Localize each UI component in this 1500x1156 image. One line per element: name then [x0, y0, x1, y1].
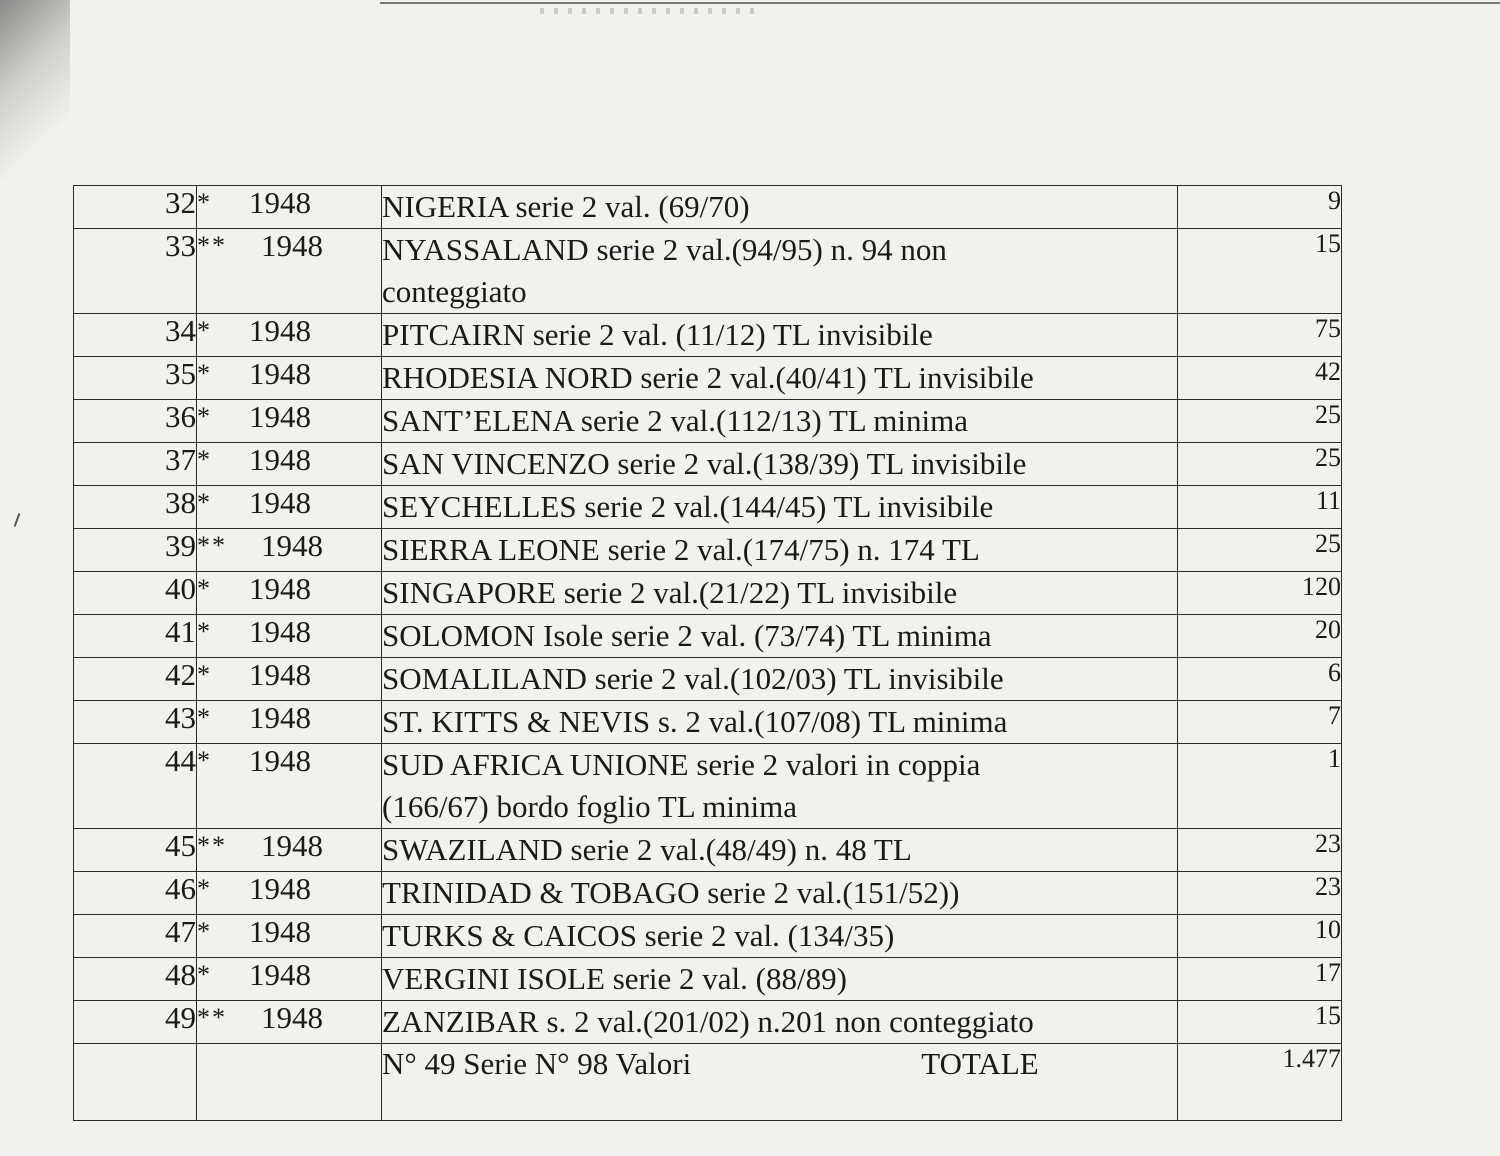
description-cell [382, 357, 1178, 400]
table-row [74, 658, 1342, 701]
description-cell [382, 744, 1178, 829]
condition-year-cell [197, 658, 382, 701]
description-cell [382, 529, 1178, 572]
condition-year-cell [197, 314, 382, 357]
total-label: N° 49 Serie N° 98 Valori [382, 1046, 692, 1081]
lot-number: 36 [74, 400, 197, 443]
table-row [74, 744, 1342, 829]
lot-value: 25 [1178, 529, 1342, 572]
total-word: TOTALE [921, 1046, 1039, 1081]
description: TRINIDAD & TOBAGO serie 2 val.(151/52)) [382, 875, 960, 910]
table-row [74, 615, 1342, 658]
description: TURKS & CAICOS serie 2 val. (134/35) [382, 918, 895, 953]
total-row [74, 1044, 1342, 1121]
condition-stars: * [197, 917, 212, 946]
lot-number: 35 [74, 357, 197, 400]
condition-stars: * [197, 574, 212, 603]
description-cell [382, 1001, 1178, 1044]
condition-stars: ** [197, 831, 227, 860]
stamp-lot-table [73, 185, 1342, 1121]
lot-value: 1 [1178, 744, 1342, 829]
description-continued: (166/67) bordo foglio TL minima [382, 789, 798, 824]
description: SAN VINCENZO serie 2 val.(138/39) TL invisibile [382, 446, 1027, 481]
total-empty-year [197, 1044, 382, 1121]
description-cell [382, 314, 1178, 357]
lot-number: 48 [74, 958, 197, 1001]
condition-year-cell [197, 572, 382, 615]
total-label-cell [382, 1044, 1178, 1121]
lot-value: 75 [1178, 314, 1342, 357]
condition-year-cell [197, 357, 382, 400]
description-cell [382, 658, 1178, 701]
lot-value: 23 [1178, 872, 1342, 915]
lot-number: 34 [74, 314, 197, 357]
year: 1948 [261, 528, 323, 563]
condition-stars: * [197, 188, 212, 217]
description-cell [382, 186, 1178, 229]
description-cell [382, 958, 1178, 1001]
description-cell [382, 701, 1178, 744]
year: 1948 [249, 914, 311, 949]
description: SOLOMON Isole serie 2 val. (73/74) TL minima [382, 618, 992, 653]
table-row [74, 400, 1342, 443]
year: 1948 [249, 185, 311, 220]
lot-value: 25 [1178, 400, 1342, 443]
description: SANT’ELENA serie 2 val.(112/13) TL minima [382, 403, 969, 438]
lot-number: 47 [74, 915, 197, 958]
table-row [74, 915, 1342, 958]
year: 1948 [249, 700, 311, 735]
table-row [74, 486, 1342, 529]
description: SIERRA LEONE serie 2 val.(174/75) n. 174 TL [382, 532, 980, 567]
condition-stars: * [197, 874, 212, 903]
table-row [74, 958, 1342, 1001]
description: NYASSALAND serie 2 val.(94/95) n. 94 non [382, 232, 947, 267]
condition-stars: * [197, 316, 212, 345]
year: 1948 [261, 228, 323, 263]
total-empty-num [74, 1044, 197, 1121]
description: ST. KITTS & NEVIS s. 2 val.(107/08) TL minima [382, 704, 1008, 739]
description-cell [382, 829, 1178, 872]
description: NIGERIA serie 2 val. (69/70) [382, 189, 750, 224]
description: VERGINI ISOLE serie 2 val. (88/89) [382, 961, 847, 996]
table-row [74, 572, 1342, 615]
margin-mark [14, 513, 21, 527]
condition-year-cell [197, 829, 382, 872]
lot-value: 7 [1178, 701, 1342, 744]
condition-year-cell [197, 443, 382, 486]
year: 1948 [249, 743, 311, 778]
condition-stars: * [197, 488, 212, 517]
condition-year-cell [197, 1001, 382, 1044]
table-body [74, 186, 1342, 1044]
lot-number: 37 [74, 443, 197, 486]
description-cell [382, 615, 1178, 658]
year: 1948 [249, 399, 311, 434]
description: ZANZIBAR s. 2 val.(201/02) n.201 non conteggiato [382, 1004, 1034, 1039]
condition-stars: * [197, 703, 212, 732]
scan-specks [540, 8, 760, 14]
description: RHODESIA NORD serie 2 val.(40/41) TL invisibile [382, 360, 1034, 395]
condition-stars: * [197, 359, 212, 388]
condition-year-cell [197, 486, 382, 529]
description: SUD AFRICA UNIONE serie 2 valori in coppia [382, 747, 981, 782]
condition-year-cell [197, 872, 382, 915]
lot-value: 17 [1178, 958, 1342, 1001]
lot-number: 32 [74, 186, 197, 229]
year: 1948 [261, 828, 323, 863]
condition-stars: ** [197, 1003, 227, 1032]
lot-value: 23 [1178, 829, 1342, 872]
lot-value: 20 [1178, 615, 1342, 658]
lot-number: 39 [74, 529, 197, 572]
table-row [74, 357, 1342, 400]
table-row [74, 1001, 1342, 1044]
condition-year-cell [197, 744, 382, 829]
year: 1948 [249, 442, 311, 477]
condition-year-cell [197, 615, 382, 658]
table-row [74, 443, 1342, 486]
condition-stars: * [197, 960, 212, 989]
year: 1948 [249, 871, 311, 906]
description-cell [382, 872, 1178, 915]
condition-stars: * [197, 402, 212, 431]
table-row [74, 829, 1342, 872]
condition-year-cell [197, 229, 382, 314]
condition-year-cell [197, 400, 382, 443]
lot-number: 33 [74, 229, 197, 314]
condition-stars: * [197, 660, 212, 689]
lot-value: 25 [1178, 443, 1342, 486]
description-cell [382, 229, 1178, 314]
condition-year-cell [197, 915, 382, 958]
table-row [74, 701, 1342, 744]
top-rule [380, 2, 1500, 4]
lot-number: 40 [74, 572, 197, 615]
condition-stars: ** [197, 531, 227, 560]
table-row [74, 314, 1342, 357]
condition-stars: * [197, 746, 212, 775]
lot-value: 10 [1178, 915, 1342, 958]
lot-number: 45 [74, 829, 197, 872]
table-row [74, 872, 1342, 915]
table-row [74, 529, 1342, 572]
description-cell [382, 486, 1178, 529]
year: 1948 [249, 614, 311, 649]
condition-year-cell [197, 701, 382, 744]
lot-number: 44 [74, 744, 197, 829]
total-value: 1.477 [1178, 1044, 1342, 1121]
lot-number: 43 [74, 701, 197, 744]
lot-value: 6 [1178, 658, 1342, 701]
lot-value: 11 [1178, 486, 1342, 529]
description: SWAZILAND serie 2 val.(48/49) n. 48 TL [382, 832, 912, 867]
year: 1948 [249, 485, 311, 520]
year: 1948 [261, 1000, 323, 1035]
year: 1948 [249, 957, 311, 992]
lot-number: 41 [74, 615, 197, 658]
condition-year-cell [197, 186, 382, 229]
year: 1948 [249, 356, 311, 391]
description: SINGAPORE serie 2 val.(21/22) TL invisibile [382, 575, 958, 610]
lot-value: 120 [1178, 572, 1342, 615]
table-row [74, 229, 1342, 314]
description-cell [382, 572, 1178, 615]
year: 1948 [249, 313, 311, 348]
description-cell [382, 443, 1178, 486]
lot-value: 15 [1178, 1001, 1342, 1044]
lot-number: 49 [74, 1001, 197, 1044]
description: SEYCHELLES serie 2 val.(144/45) TL invisibile [382, 489, 994, 524]
lot-number: 38 [74, 486, 197, 529]
condition-stars: * [197, 617, 212, 646]
description-cell [382, 915, 1178, 958]
lot-value: 42 [1178, 357, 1342, 400]
lot-value: 9 [1178, 186, 1342, 229]
condition-year-cell [197, 529, 382, 572]
condition-stars: * [197, 445, 212, 474]
description: PITCAIRN serie 2 val. (11/12) TL invisibile [382, 317, 933, 352]
table-row [74, 186, 1342, 229]
lot-number: 42 [74, 658, 197, 701]
year: 1948 [249, 657, 311, 692]
year: 1948 [249, 571, 311, 606]
lot-number: 46 [74, 872, 197, 915]
description: SOMALILAND serie 2 val.(102/03) TL invisibile [382, 661, 1004, 696]
lot-value: 15 [1178, 229, 1342, 314]
condition-year-cell [197, 958, 382, 1001]
condition-stars: ** [197, 231, 227, 260]
description-continued: conteggiato [382, 274, 527, 309]
description-cell [382, 400, 1178, 443]
page-corner-shadow [0, 0, 70, 180]
